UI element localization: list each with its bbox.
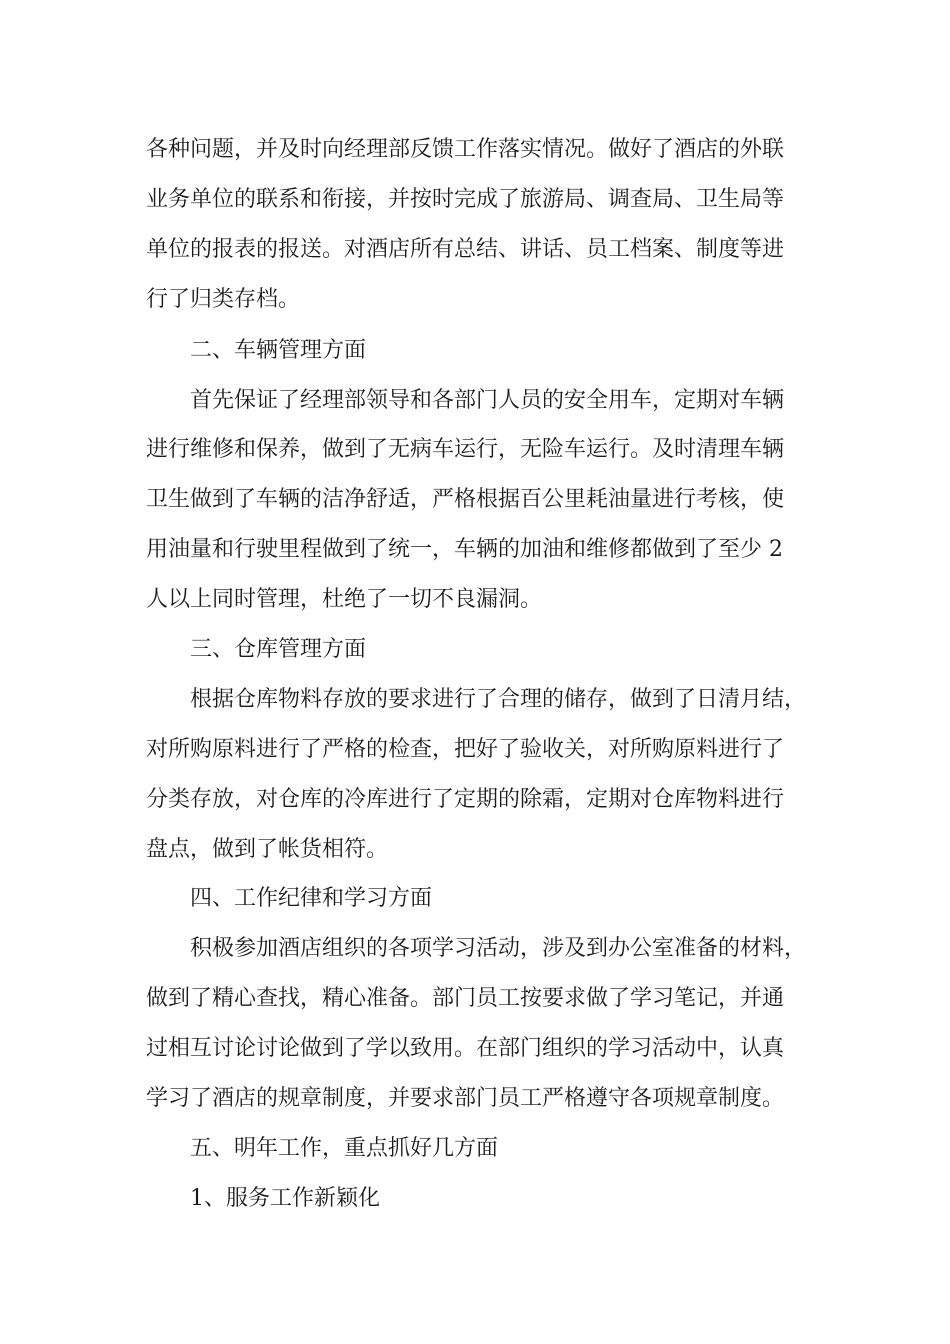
paragraph-line: 盘点，做到了帐货相符。 <box>146 837 389 862</box>
paragraph-line: 学习了酒店的规章制度，并要求部门员工严格遵守各项规章制度。 <box>146 1086 785 1111</box>
section-heading: 五、明年工作，重点抓好几方面 <box>190 1136 499 1161</box>
paragraph-line: 进行维修和保养，做到了无病车运行，无险车运行。及时清理车辆 <box>146 437 785 462</box>
paragraph-line: 业务单位的联系和衔接，并按时完成了旅游局、调查局、卫生局等 <box>146 187 785 212</box>
section-heading: 三、仓库管理方面 <box>190 637 367 662</box>
section-heading: 四、工作纪律和学习方面 <box>190 886 433 911</box>
paragraph-line: 过相互讨论讨论做到了学以致用。在部门组织的学习活动中，认真 <box>146 1036 785 1061</box>
paragraph-line: 卫生做到了车辆的洁净舒适，严格根据百公里耗油量进行考核，使 <box>146 487 785 512</box>
paragraph-line: 各种问题，并及时向经理部反馈工作落实情况。做好了酒店的外联 <box>146 137 785 162</box>
paragraph-line: 对所购原料进行了严格的检查，把好了验收关，对所购原料进行了 <box>146 737 785 762</box>
paragraph-line: 人以上同时管理，杜绝了一切不良漏洞。 <box>146 587 543 612</box>
paragraph-line: 首先保证了经理部领导和各部门人员的安全用车，定期对车辆 <box>190 388 785 413</box>
paragraph-line: 单位的报表的报送。对酒店所有总结、讲话、员工档案、制度等进 <box>146 237 785 262</box>
paragraph-line: 根据仓库物料存放的要求进行了合理的储存，做到了日清月结， <box>190 687 807 712</box>
paragraph-line: 分类存放，对仓库的冷库进行了定期的除霜，定期对仓库物料进行 <box>146 787 785 812</box>
paragraph-line: 做到了精心查找，精心准备。部门员工按要求做了学习笔记，并通 <box>146 986 785 1011</box>
paragraph-line: 用油量和行驶里程做到了统一，车辆的加油和维修都做到了至少 2 <box>146 537 783 562</box>
section-heading: 二、车辆管理方面 <box>190 338 367 363</box>
subsection-heading: 1、服务工作新颖化 <box>190 1186 380 1211</box>
paragraph-line: 积极参加酒店组织的各项学习活动，涉及到办公室准备的材料， <box>190 936 807 961</box>
paragraph-line: 行了归类存档。 <box>146 287 301 312</box>
